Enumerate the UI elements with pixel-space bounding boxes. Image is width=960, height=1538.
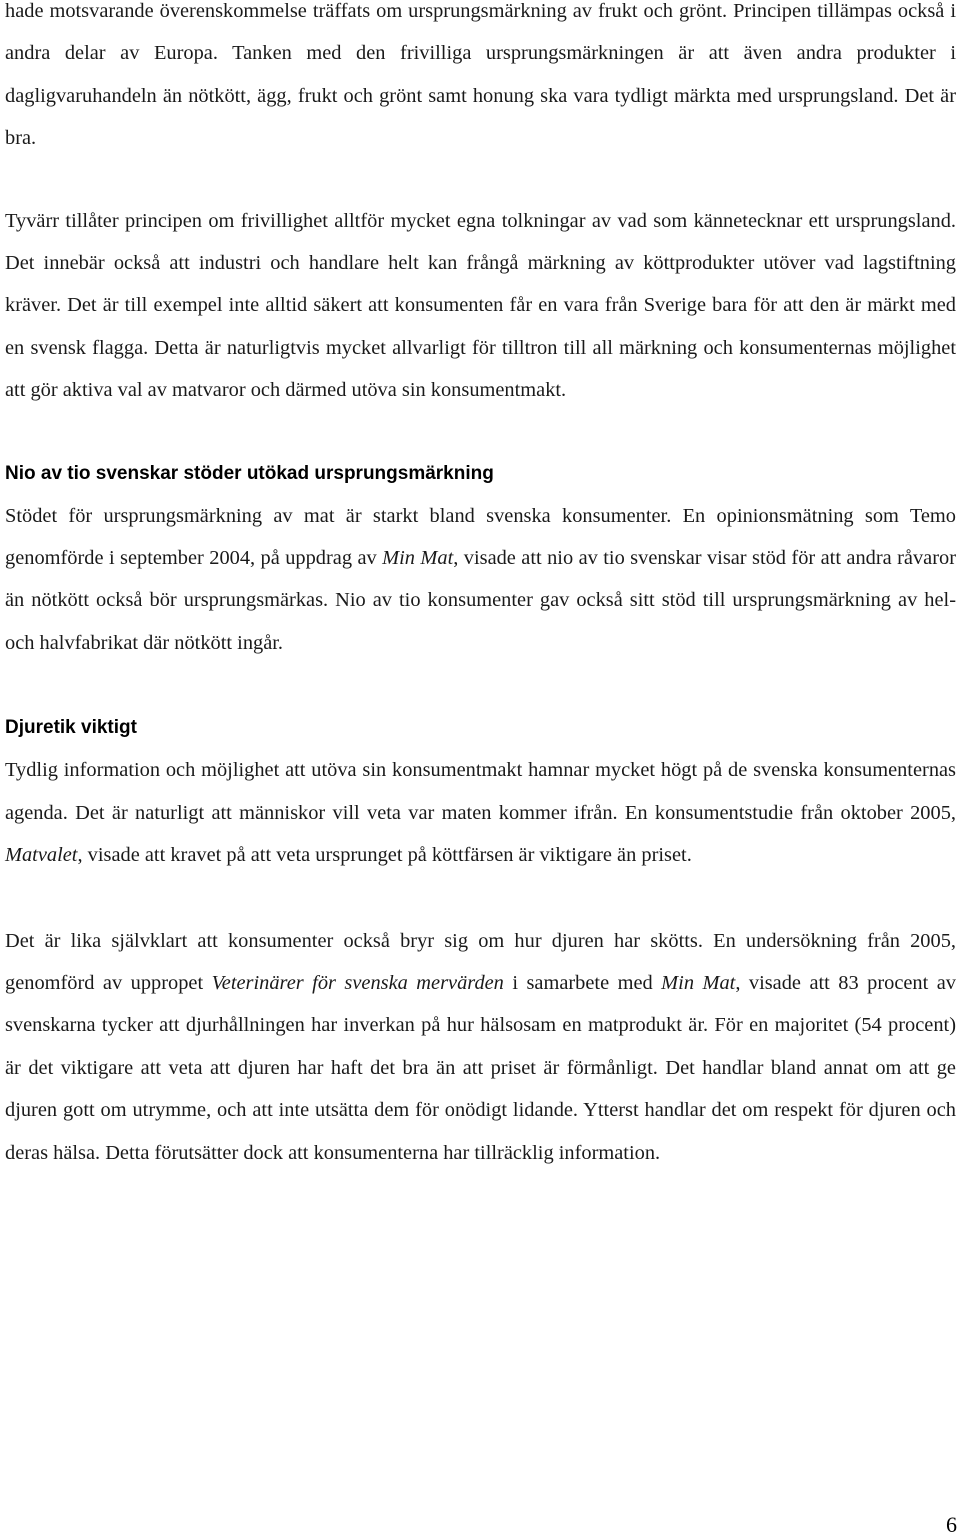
emphasis-min-mat: Min Mat [661, 971, 736, 994]
paragraph-text: Tydlig information och möjlighet att utöva sin konsumentmakt hamnar mycket högt på de svenska konsumenternas agenda. Det är naturligt att människor vill veta var maten kommer ifrån. En konsumentstudie från oktober 2005, [5, 759, 956, 824]
page-number: 6 [946, 1512, 957, 1537]
paragraph-text: i samarbete med [503, 971, 662, 994]
paragraph-consumer-support [5, 495, 956, 665]
emphasis-matvalet: Matvalet [5, 844, 78, 867]
paragraph-consumer-power [5, 749, 956, 876]
paragraph-animal-welfare [5, 920, 956, 1174]
paragraph-text: , visade att kravet på att veta ursprunget på köttfärsen är viktigare än priset. [77, 844, 692, 867]
paragraph-voluntary-principle [5, 200, 956, 412]
paragraph-text: Stödet för ursprungsmärkning av mat är starkt bland svenska konsumenter. En opinionsmätning som Temo genomförde i september 2004, på uppdrag av [5, 504, 956, 570]
paragraph-origin-labelling-intro [5, 0, 956, 160]
emphasis-min-mat: Min Mat [382, 547, 454, 570]
paragraph-text: hade motsvarande överenskommelse träffats om ursprungsmärkning av frukt och grönt. Principen tillämpas också i andra delar av Europa. Tanken med den frivilliga ursprungsmärkningen är att även andra produkter i dagligvaruhandeln än nötkött, ägg, frukt och grönt samt honung ska vara tydligt märkta med ursprungsland. Det är bra. [5, 0, 956, 150]
paragraph-text: Det är lika självklart att konsumenter också bryr sig om hur djuren har skötts. En undersökning från 2005, genomförd av uppropet [5, 929, 956, 994]
emphasis-veterinarer: Veterinärer för svenska mervärden [211, 971, 504, 994]
paragraph-text: , visade att nio av tio svenskar visar stöd för att andra råvaror än nötkött också bör ursprungsmärkas. Nio av tio konsumenter gav också sitt stöd till ursprungsmärkning av hel- och halvfabrikat där nötkött ingår. [5, 547, 956, 654]
section-heading-animal-ethics: Djuretik viktigt [5, 717, 137, 739]
document-page [5, 0, 956, 1174]
paragraph-text: , visade att 83 procent av svenskarna tycker att djurhållningen har inverkan på hur hälsosam en matprodukt är. För en majoritet (54 procent) är det viktigare att veta att djuren har haft det bra än att priset är förmånligt. Det handlar bland annat om att ge djuren gott om utrymme, och att inte utsätta dem för onödigt lidande. Ytterst handlar det om respekt för djuren och deras hälsa. Detta förutsätter dock att konsumenterna har tillräcklig information. [5, 971, 956, 1164]
paragraph-text: Tyvärr tillåter principen om frivillighet alltför mycket egna tolkningar av vad som kännetecknar ett ursprungsland. Det innebär också att industri och handlare helt kan frångå märkning av köttprodukter utöver vad lagstiftning kräver. Det är till exempel inte alltid säkert att konsumenten får en vara från Sverige bara för att den är märkt med en svensk flagga. Detta är naturligtvis mycket allvarligt för tilltron till all märkning och konsumenternas möjlighet att gör aktiva val av matvaror och därmed utöva sin konsumentmakt. [5, 209, 956, 402]
section-heading-support: Nio av tio svenskar stöder utökad ursprungsmärkning [5, 462, 494, 484]
